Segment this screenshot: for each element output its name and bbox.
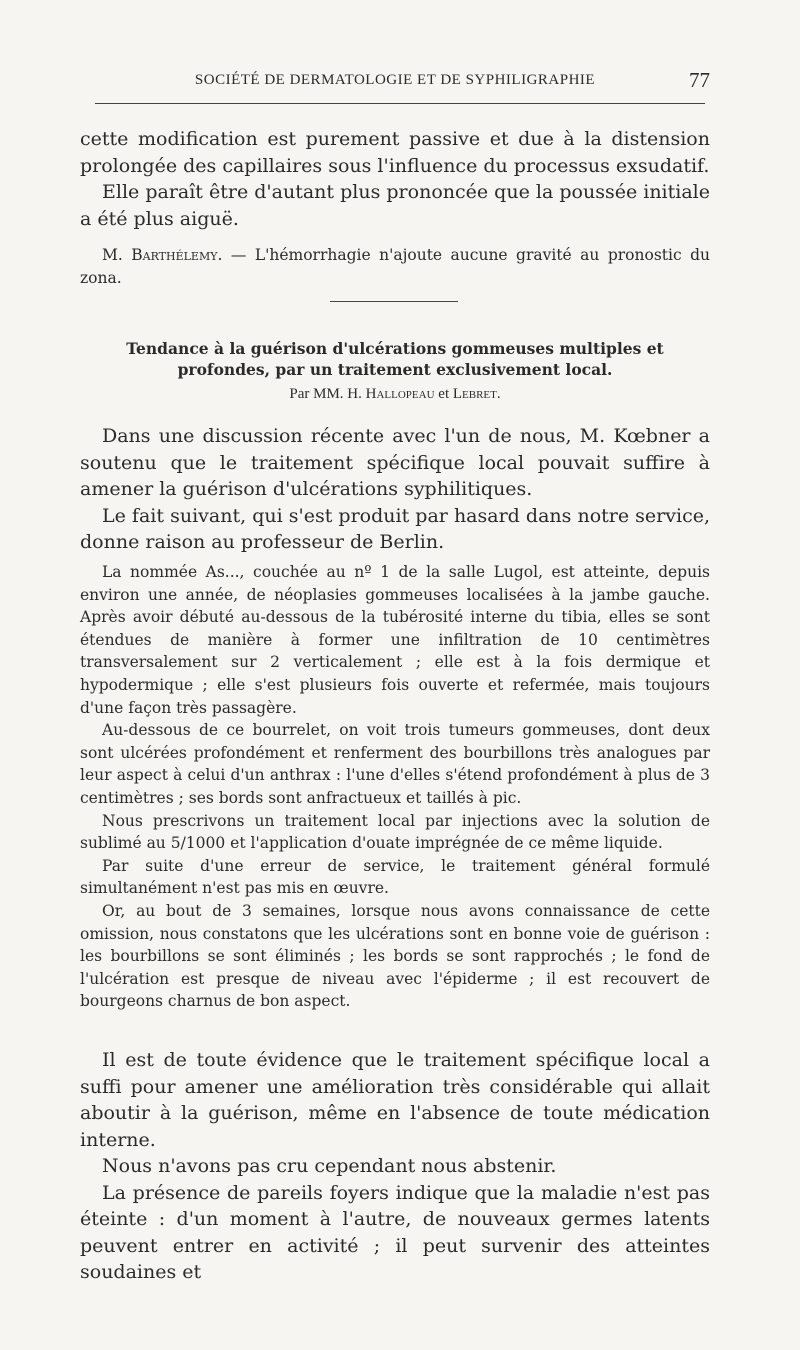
opening-section (80, 126, 710, 232)
article-byline: Par MM. H. Hallopeau et Lebret. (289, 386, 501, 402)
paragraph: Nous prescrivons un traitement local par injections avec la solution de sublimé au 5/1000 et l'application d'ouate imprégnée de ce même liquide. (80, 811, 710, 853)
paragraph: Dans une discussion récente avec l'un de nous, M. Kœbner a soutenu que le traitement spécifique local pouvait suffire à amener la guérison d'ulcérations syphilitiques. (80, 425, 710, 500)
author-name: Lebret (452, 386, 497, 402)
paragraph: Elle paraît être d'autant plus prononcée que la poussée initiale a été plus aiguë. (80, 181, 710, 230)
paragraph: La nommée As..., couchée au nº 1 de la salle Lugol, est atteinte, depuis environ une année, de néoplasies gommeuses localisées à la jambe gauche. Après avoir débuté au-dessous de la tubérosité interne du tibia, elles se sont étendues de manière à former une infiltration de 10 centimètres transversalement sur 2 verticalement ; elle est à la fois dermique et hypodermique ; elle s'est plusieurs fois ouverte et refermée, mais toujours d'une façon très passagère. (80, 563, 710, 717)
article-title-line: profondes, par un traitement exclusivement local. (177, 360, 613, 379)
paragraph: cette modification est purement passive et due à la distension prolongée des capillaires sous l'influence du processus exsudatif. (80, 128, 710, 177)
remark-section (80, 244, 710, 289)
author-name: Hallopeau (365, 386, 435, 402)
remark-text: . — L'hémorrhagie n'ajoute aucune gravité au pronostic du zona. (80, 246, 710, 287)
paragraph: Or, au bout de 3 semaines, lorsque nous avons connaissance de cette omission, nous constatons que les ulcérations sont en bonne voie de guérison : les bourbillons se sont éliminés ; les bords se sont rapprochés ; le fond de l'ulcération est presque de niveau avec l'épiderme ; il est recouvert de bourgeons charnus de bon aspect. (80, 901, 710, 1011)
paragraph: La présence de pareils foyers indique que la maladie n'est pas éteinte : d'un moment à l'autre, de nouveaux germes latents peuvent entrer en activité ; il peut survenir des atteintes soudaines et (80, 1181, 710, 1283)
case-report-section (80, 561, 710, 1013)
page-number: 77 (689, 68, 710, 92)
article-title-line: Tendance à la guérison d'ulcérations gommeuses multiples et (126, 339, 664, 358)
section-divider (330, 301, 458, 302)
speaker-name: Barthélemy (131, 246, 218, 264)
speaker-prefix: M. (102, 246, 132, 264)
paragraph: Il est de toute évidence que le traitement spécifique local a suffi pour amener une amélioration très considérable qui allait aboutir à la guérison, même en l'absence de toute médication interne. (80, 1049, 710, 1151)
header-rule (95, 103, 705, 104)
conclusion-section (80, 1047, 710, 1286)
running-head (80, 68, 710, 96)
paragraph: Au-dessous de ce bourrelet, on voit trois tumeurs gommeuses, dont deux sont ulcérées profondément et renferment des bourbillons très analogues par leur aspect à celui d'un anthrax : l'une d'elles s'étend profondément à plus de 3 centimètres ; ses bords sont anfractueux et taillés à pic. (80, 721, 710, 807)
intro-section (80, 423, 710, 556)
article-title (80, 338, 710, 380)
paragraph: Nous n'avons pas cru cependant nous abstenir. (102, 1155, 557, 1177)
running-title: SOCIÉTÉ DE DERMATOLOGIE ET DE SYPHILIGRAPHIE (194, 72, 596, 88)
paragraph: Par suite d'une erreur de service, le traitement général formulé simultanément n'est pas mis en œuvre. (80, 856, 710, 898)
remark-paragraph (80, 244, 710, 289)
paragraph: Le fait suivant, qui s'est produit par hasard dans notre service, donne raison au professeur de Berlin. (80, 504, 710, 553)
